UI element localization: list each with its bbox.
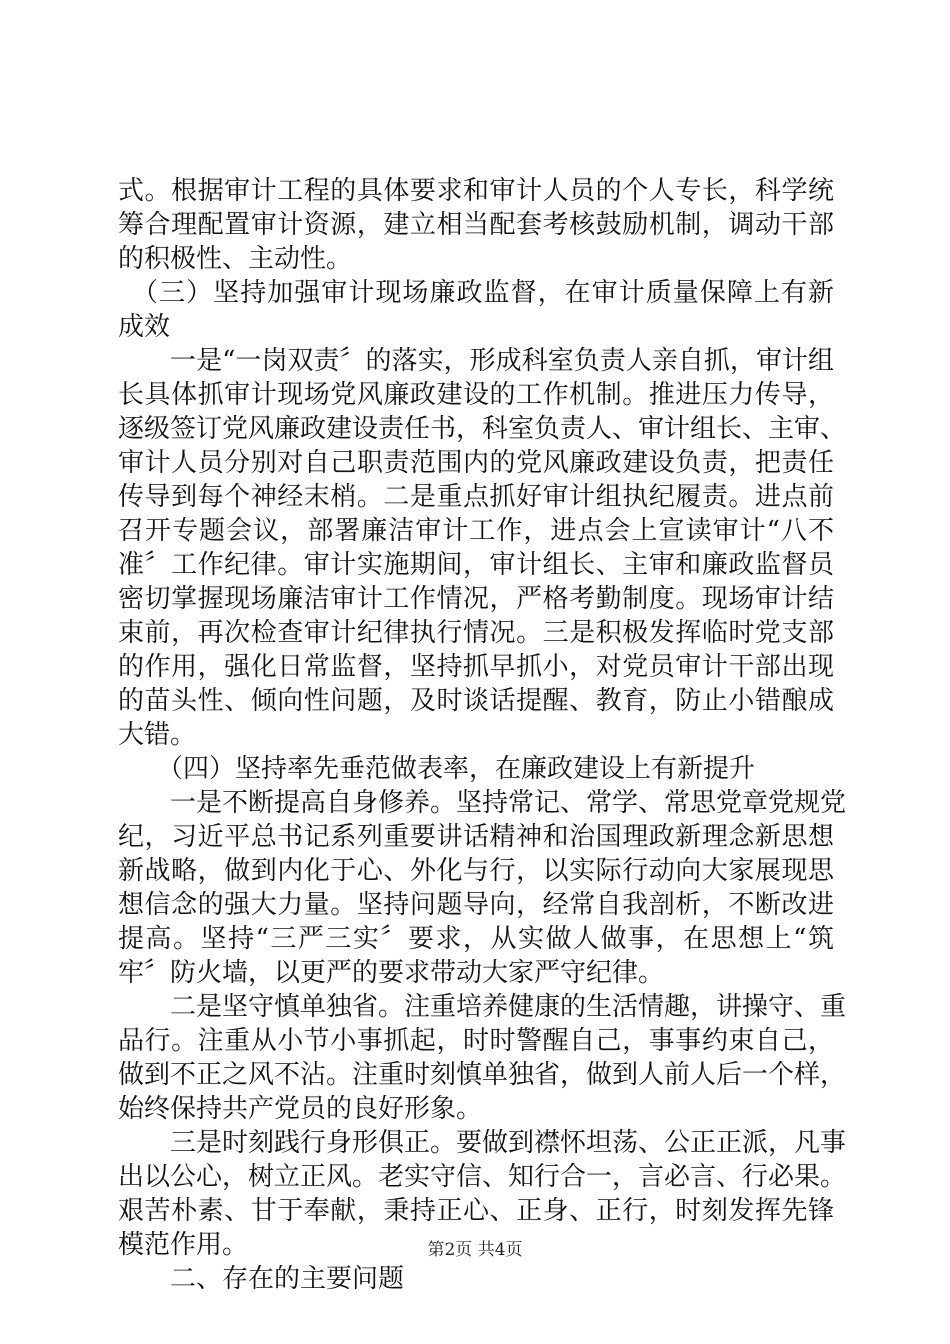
text-line: 三是时刻践行身形俱正。要做到襟怀坦荡、公正正派，凡事 — [118, 1128, 847, 1158]
text-line: 逐级签订党风廉政建设责任书，科室负责人、审计组长、主审、 — [118, 414, 847, 444]
section-heading-3: （三）坚持加强审计现场廉政监督，在审计质量保障上有新 — [118, 278, 834, 308]
text-line: 模范作用。 — [118, 1230, 249, 1260]
text-line: 一是“一岗双责〞的落实，形成科室负责人亲自抓，审计组 — [118, 346, 834, 376]
text-line: 想信念的强大力量。坚持问题导向，经常自我剖析，不断改进 — [118, 890, 834, 920]
text-line: 审计人员分别对自己职责范围内的党风廉政建设负责，把责任 — [118, 448, 834, 478]
text-line: 召开专题会议，部署廉洁审计工作，进点会上宣读审计“八不 — [118, 516, 834, 546]
text-line: 提高。坚持“三严三实〞要求，从实做人做事，在思想上“筑 — [118, 924, 834, 954]
text-line: 筹合理配置审计资源，建立相当配套考核鼓励机制，调动干部 — [118, 210, 834, 240]
text-line: 束前，再次检查审计纪律执行情况。三是积极发挥临时党支部 — [118, 618, 834, 648]
text-line: 长具体抓审计现场党风廉政建设的工作机制。推进压力传导， — [118, 380, 834, 410]
text-line: 的苗头性、倾向性问题，及时谈话提醒、教育，防止小错酿成 — [118, 686, 834, 716]
text-line: 式。根据审计工程的具体要求和审计人员的个人专长，科学统 — [118, 176, 834, 206]
section-heading-2: 二、存在的主要问题 — [118, 1264, 405, 1294]
document-body — [118, 174, 847, 1296]
text-line: 牢〞防火墙，以更严的要求带动大家严守纪律。 — [118, 958, 665, 988]
text-line: 的积极性、主动性。 — [118, 244, 353, 274]
text-line: 传导到每个神经末梢。二是重点抓好审计组执纪履责。进点前 — [118, 482, 834, 512]
text-line: 密切掌握现场廉洁审计工作情况，严格考勤制度。现场审计结 — [118, 584, 834, 614]
text-line: 出以公心，树立正风。老实守信、知行合一，言必言、行必果。 — [118, 1162, 847, 1192]
text-line: 新战略，做到内化于心、外化与行，以实际行动向大家展现思 — [118, 856, 834, 886]
text-line: 二是坚守慎单独省。注重培养健康的生活情趣，讲操守、重 — [118, 992, 847, 1022]
section-heading-4: （四）坚持率先垂范做表率，在廉政建设上有新提升 — [118, 754, 756, 784]
text-line: 艰苦朴素、甘于奉献，秉持正心、正身、正行，时刻发挥先锋 — [118, 1196, 834, 1226]
text-line: 准〞工作纪律。审计实施期间，审计组长、主审和廉政监督员 — [118, 550, 834, 580]
text-line: 始终保持共产党员的良好形象。 — [118, 1094, 483, 1124]
text-line: 一是不断提高自身修养。坚持常记、常学、常思党章党规党 — [118, 788, 847, 818]
text-line: 品行。注重从小节小事抓起，时时警醒自己，事事约束自己， — [118, 1026, 834, 1056]
section-heading-3-cont: 成效 — [118, 312, 171, 342]
text-line: 大错。 — [118, 720, 197, 750]
text-line: 的作用，强化日常监督，坚持抓早抓小，对党员审计干部出现 — [118, 652, 834, 682]
text-line: 纪，习近平总书记系列重要讲话精神和治国理政新理念新思想 — [118, 822, 834, 852]
page-number-footer: 第2页 共4页 — [427, 1240, 523, 1260]
text-line: 做到不正之风不沾。注重时刻慎单独省，做到人前人后一个样， — [118, 1060, 847, 1090]
